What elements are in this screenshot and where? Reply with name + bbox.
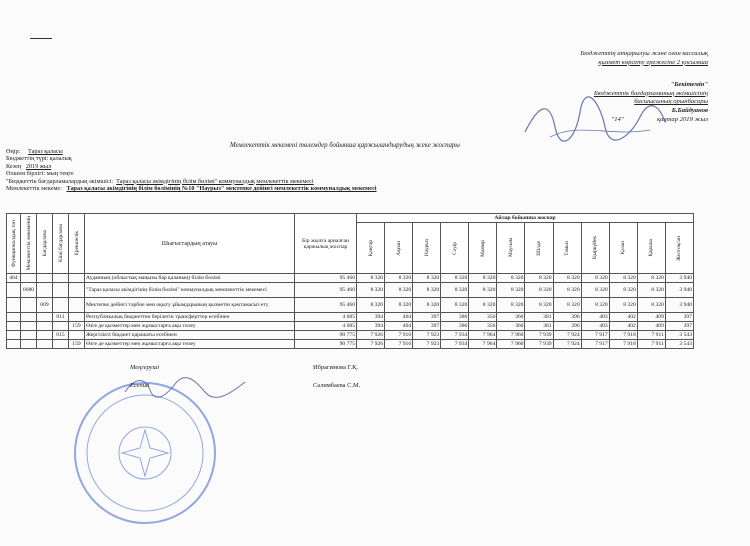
annual-amount: 95 460 (295, 298, 357, 313)
code-subprogram: 011 (53, 313, 69, 322)
month-amount: 7 924 (553, 331, 581, 340)
month-amount: 7 926 (357, 340, 385, 349)
month-amount: 397 (413, 322, 441, 331)
month-amount: 8 320 (469, 274, 497, 283)
month-amount: 7 964 (469, 331, 497, 340)
month-amount: 8 320 (357, 274, 385, 283)
code-functional-group: 464 (7, 274, 21, 283)
stamp-icon (70, 378, 220, 528)
month-amount: 8 320 (637, 283, 665, 298)
meta-budget-type: Бюджеттің түрі: қалалық (6, 155, 72, 163)
annual-amount: 4 685 (295, 313, 357, 322)
code-program (37, 313, 53, 322)
code-subprogram (53, 340, 69, 349)
month-amount: 402 (609, 313, 637, 322)
annual-header: Бір жылға арналған қаржылық жоспар (295, 214, 357, 274)
vheader-2: Мемлекеттік мекеменің (21, 214, 37, 274)
month-amount: 3 543 (665, 331, 693, 340)
code-functional-group (7, 313, 21, 322)
month-header: Желтоқсан (665, 223, 693, 274)
code-subprogram (53, 298, 69, 313)
month-amount: 396 (553, 322, 581, 331)
month-amount: 3 940 (665, 298, 693, 313)
accountant-name: Салимбаева С.М. (313, 382, 361, 389)
month-header: Тамыз (553, 223, 581, 274)
month-amount: 7 916 (385, 331, 413, 340)
month-amount: 8 320 (553, 274, 581, 283)
month-header: Маусым (497, 223, 525, 274)
month-amount: 8 320 (441, 283, 469, 298)
month-amount: 8 320 (385, 274, 413, 283)
region-value: Тараз қаласы (28, 148, 63, 155)
code-specific (69, 313, 85, 322)
institution-label: Мемлекеттік мекеме: (6, 185, 62, 193)
meta-unit: Өлшем бірлігі: мың теңге (6, 170, 74, 178)
table-row (7, 283, 694, 298)
month-amount: 404 (385, 322, 413, 331)
month-amount: 8 320 (357, 283, 385, 298)
month-header: Мамыр (469, 223, 497, 274)
head-name: Ибрагимова Г.Қ. (313, 364, 358, 371)
admin-value: Тараз қаласы әкімдігінің білім бөлімі" коммуналдық мемлекеттік мекемесі (116, 177, 314, 185)
month-amount: 8 320 (553, 298, 581, 313)
month-amount: 8 320 (497, 298, 525, 313)
month-amount: 7 923 (413, 331, 441, 340)
head-label: Меңгеруші (130, 364, 160, 371)
code-program (37, 283, 53, 298)
code-subprogram: 015 (53, 331, 69, 340)
month-amount: 7 924 (553, 340, 581, 349)
approval-line-2: қызмет көрсету ережесіне 2 қосымша (598, 58, 708, 66)
month-amount: 7 923 (413, 340, 441, 349)
row-name: Мектепке дейінгі тәрбие мен оқыту ұйымдарының қызметін қамтамасыз ету (85, 298, 295, 313)
month-amount: 8 320 (581, 298, 609, 313)
meta-region (6, 148, 377, 155)
month-amount: 8 320 (637, 298, 665, 313)
month-amount: 3 940 (665, 274, 693, 283)
approval-line-4: басшысының орынбасары (634, 98, 708, 106)
table-row (7, 331, 694, 340)
code-specific: 159 (69, 340, 85, 349)
month-amount: 7 911 (637, 340, 665, 349)
row-name: "Тараз қаласы әкімдігінің білім бөлімі" коммуналдық мемлекеттік мекемесі (85, 283, 295, 298)
annual-amount: 4 685 (295, 322, 357, 331)
code-institution (21, 298, 37, 313)
approval-date-day: "14" (611, 115, 624, 123)
code-functional-group (7, 340, 21, 349)
period-value: 2019 жыл (25, 162, 52, 170)
month-amount: 8 320 (637, 274, 665, 283)
vheader-5: Ерекшелік (69, 214, 85, 274)
meta-admin (6, 178, 377, 185)
month-header: Ақпан (385, 223, 413, 274)
month-amount: 7 911 (637, 331, 665, 340)
table-row (7, 313, 694, 322)
month-amount: 356 (469, 322, 497, 331)
month-amount: 8 320 (497, 274, 525, 283)
month-amount: 397 (665, 313, 693, 322)
approval-date-rest: қаңтар 2019 жыл (656, 115, 708, 123)
month-amount: 7 917 (581, 331, 609, 340)
month-amount: 8 320 (609, 298, 637, 313)
month-amount: 403 (581, 322, 609, 331)
month-header: Шілде (525, 223, 553, 274)
budget-table (6, 213, 694, 349)
code-program (37, 340, 53, 349)
annual-amount: 95 460 (295, 274, 357, 283)
admin-label: "Бюджеттік бағдарламалардың әкімшісі: (6, 177, 114, 185)
month-amount: 7 960 (497, 340, 525, 349)
meta-period (6, 163, 377, 170)
month-amount: 7 939 (525, 331, 553, 340)
code-institution (21, 340, 37, 349)
code-institution (21, 274, 37, 283)
month-amount: 8 320 (469, 283, 497, 298)
month-amount: 8 320 (441, 274, 469, 283)
month-amount: 8 320 (525, 274, 553, 283)
code-subprogram (53, 322, 69, 331)
month-amount: 409 (637, 322, 665, 331)
month-amount: 396 (553, 313, 581, 322)
vheader-3: Бағдарлама (37, 214, 53, 274)
month-header: Наурыз (413, 223, 441, 274)
region-label: Өңір: (6, 148, 21, 155)
code-institution (21, 331, 37, 340)
code-specific: 159 (69, 322, 85, 331)
table-row (7, 298, 694, 313)
table-row (7, 322, 694, 331)
month-amount: 360 (497, 322, 525, 331)
month-amount: 404 (385, 313, 413, 322)
month-amount: 8 320 (385, 283, 413, 298)
month-amount: 7 939 (525, 340, 553, 349)
code-functional-group (7, 298, 21, 313)
code-functional-group (7, 283, 21, 298)
code-program (37, 331, 53, 340)
month-amount: 394 (357, 322, 385, 331)
month-amount: 386 (441, 313, 469, 322)
month-header: Қазан (609, 223, 637, 274)
month-amount: 8 320 (413, 298, 441, 313)
row-name: Өзге де қызметтер мен жұмыстарға ақы төлеу (85, 322, 295, 331)
month-amount: 381 (525, 322, 553, 331)
month-amount: 397 (665, 322, 693, 331)
month-amount: 8 320 (609, 283, 637, 298)
code-program: 009 (37, 298, 53, 313)
month-amount: 7 964 (469, 340, 497, 349)
month-amount: 7 960 (497, 331, 525, 340)
annual-amount: 95 460 (295, 283, 357, 298)
month-amount: 8 320 (581, 274, 609, 283)
code-functional-group (7, 331, 21, 340)
code-specific (69, 298, 85, 313)
month-amount: 394 (357, 313, 385, 322)
accountant-label: Есепші (130, 382, 150, 389)
decorative-dash (30, 38, 52, 39)
code-functional-group (7, 322, 21, 331)
month-header: Қараша (637, 223, 665, 274)
month-amount: 8 320 (553, 283, 581, 298)
month-amount: 3 940 (665, 283, 693, 298)
row-name: Өзге де қызметтер мен жұмыстарға ақы төлеу (85, 340, 295, 349)
months-group-header: Айлар бойынша жоспар (357, 214, 694, 223)
table-row (7, 274, 694, 283)
month-amount: 8 320 (525, 283, 553, 298)
month-amount: 8 320 (581, 283, 609, 298)
annual-amount: 90 775 (295, 331, 357, 340)
code-specific (69, 331, 85, 340)
month-amount: 8 320 (357, 298, 385, 313)
month-header: Сәуір (441, 223, 469, 274)
month-amount: 397 (413, 313, 441, 322)
month-amount: 8 320 (441, 298, 469, 313)
code-program (37, 322, 53, 331)
month-amount: 7 934 (441, 340, 469, 349)
approved-label: "Бекітемін" (670, 81, 708, 89)
table-body (7, 274, 694, 349)
month-amount: 7 918 (609, 331, 637, 340)
period-label: Кезең (6, 162, 22, 170)
table-row (7, 340, 694, 349)
document-title: Мемлекеттік мекемені төлемдер бойынша қаржыландырудың жеке жоспары (230, 142, 460, 149)
institution-value: Тараз қаласы әкімдігінің білім бөлімінің №10 "Наурыз" мектепке дейінгі мемлекеттік коммуналдық мекемесі (66, 185, 377, 193)
month-amount: 7 916 (385, 340, 413, 349)
month-amount: 7 934 (441, 331, 469, 340)
month-amount: 409 (637, 313, 665, 322)
approval-signer: Б.Байдуанов (671, 106, 708, 114)
month-amount: 7 926 (357, 331, 385, 340)
name-header: Шығыстардың атауы (85, 214, 295, 274)
vheader-1: Функционалдық топ (7, 214, 21, 274)
month-amount: 403 (581, 313, 609, 322)
month-amount: 356 (469, 313, 497, 322)
vheader-4: Кіші бағдарлама (53, 214, 69, 274)
approval-line-1: Бюджеттің атқарылуы және оған кассалық (580, 50, 708, 57)
signature-icon (520, 92, 670, 152)
approval-line-3: Бюджеттік бағдарламаның әкімшісінің (593, 89, 708, 97)
month-amount: 8 320 (385, 298, 413, 313)
annual-amount: 90 775 (295, 340, 357, 349)
month-amount: 8 320 (413, 274, 441, 283)
month-header: Қаңтар (357, 223, 385, 274)
row-name: Республикалық бюджеттен берілетін трансферттер есебінен (85, 313, 295, 322)
month-amount: 360 (497, 313, 525, 322)
month-amount: 386 (441, 322, 469, 331)
month-amount: 8 320 (413, 283, 441, 298)
code-subprogram (53, 274, 69, 283)
code-specific (69, 283, 85, 298)
month-amount: 7 917 (581, 340, 609, 349)
month-amount: 3 543 (665, 340, 693, 349)
meta-block (6, 148, 377, 192)
code-specific (69, 274, 85, 283)
code-program (37, 274, 53, 283)
row-name: Ауданның (облыстық маңызы бар қаланың) білім бөлімі (85, 274, 295, 283)
row-name: Жергілікті бюджет қаражаты есебінен (85, 331, 295, 340)
code-institution: 6680 (21, 283, 37, 298)
month-amount: 381 (525, 313, 553, 322)
month-amount: 8 320 (525, 298, 553, 313)
month-amount: 8 320 (497, 283, 525, 298)
meta-institution (6, 185, 377, 192)
month-amount: 8 320 (609, 274, 637, 283)
code-institution (21, 322, 37, 331)
month-amount: 7 918 (609, 340, 637, 349)
month-amount: 402 (609, 322, 637, 331)
month-header: Қыркүйек (581, 223, 609, 274)
code-institution (21, 313, 37, 322)
code-subprogram (53, 283, 69, 298)
month-amount: 8 320 (469, 298, 497, 313)
